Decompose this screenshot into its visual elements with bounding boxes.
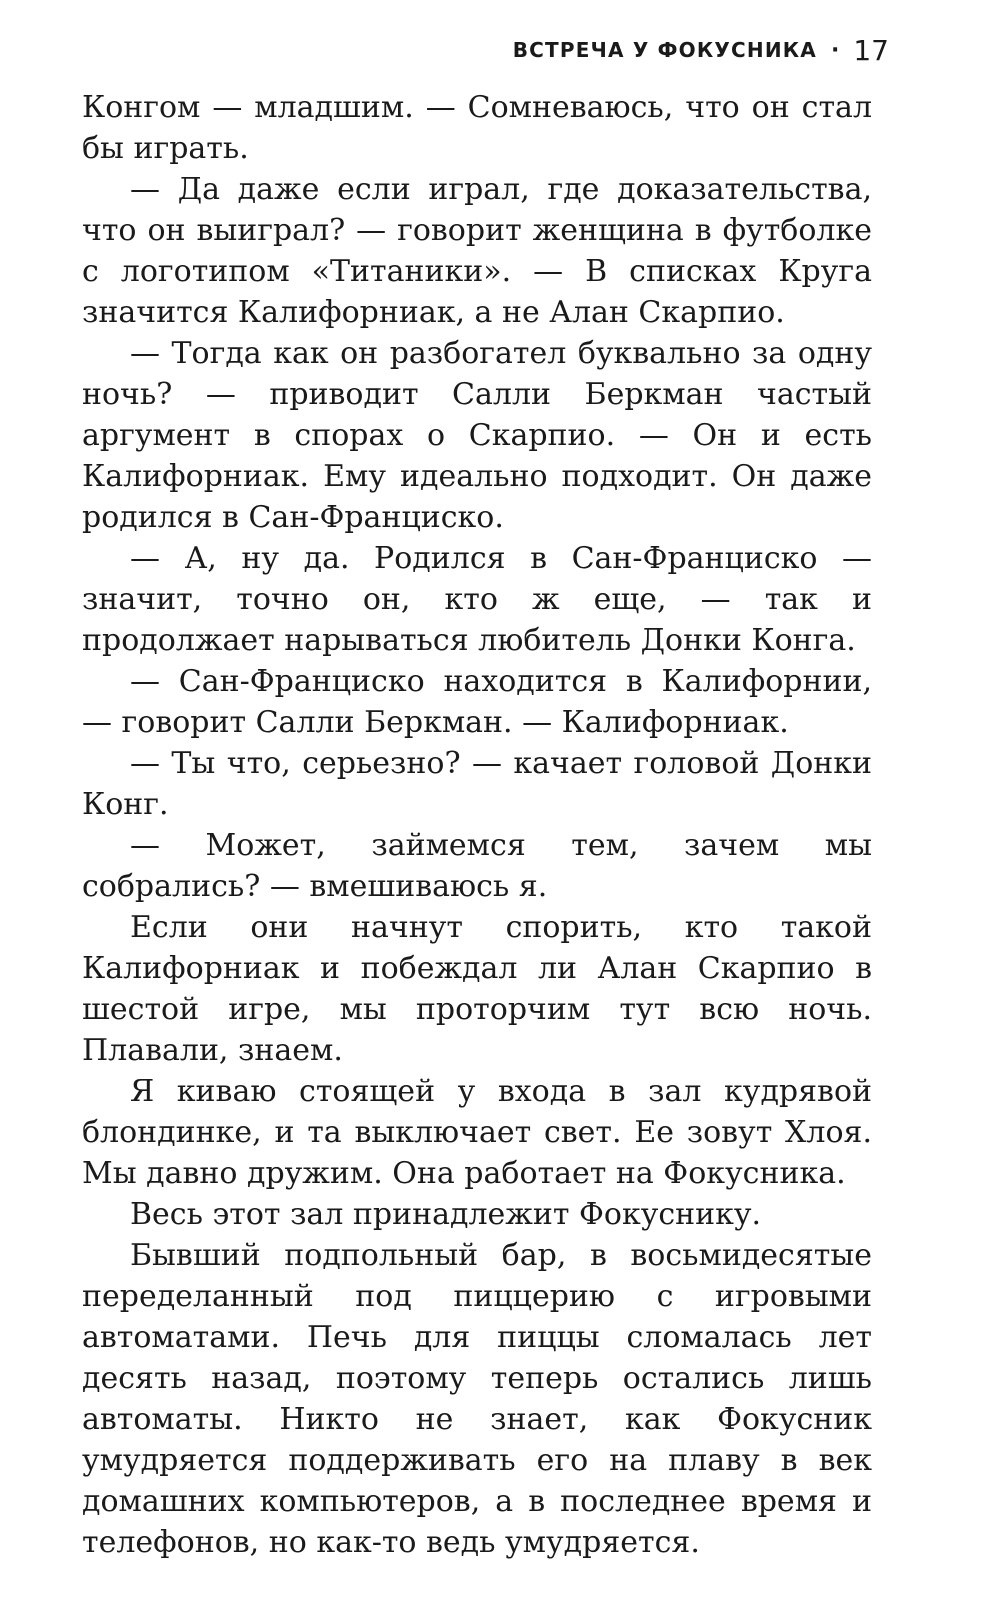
paragraph: Конгом — младшим. — Сомневаюсь, что он стал бы играть.: [82, 90, 872, 166]
paragraph: Я киваю стоящей у входа в зал кудрявой блондинке, и та выключает свет. Ее зовут Хлоя. Мы давно дружим. Она работает на Фокусника.: [82, 1074, 872, 1191]
paragraph: Бывший подпольный бар, в восьмидесятые переделанный под пиццерию с игровыми автоматами. Печь для пиццы сломалась лет десять назад, поэтому теперь остались лишь автоматы. Никто не знает, как Фокусник умудряется поддерживать его на плаву в век домашних компьютеров, а в последнее время и телефонов, но как-то ведь умудряется.: [82, 1238, 872, 1560]
paragraph: — Сан-Франциско находится в Калифорнии, — говорит Салли Беркман. — Калифорниак.: [82, 664, 872, 740]
running-head-separator: ·: [831, 37, 840, 63]
paragraph: — Да даже если играл, где доказательства, что он выиграл? — говорит женщина в футболке с логотипом «Титаники». — В списках Круга значится Калифорниак, а не Алан Скарпио.: [82, 172, 872, 330]
paragraph: — Может, займемся тем, зачем мы собрались? — вмешиваюсь я.: [82, 828, 872, 904]
page-number: 17: [853, 33, 889, 67]
running-head-title: ВСТРЕЧА У ФОКУСНИКА: [512, 38, 817, 62]
paragraph: Весь этот зал принадлежит Фокуснику.: [130, 1197, 762, 1232]
paragraph: Если они начнут спорить, кто такой Калифорниак и побеждал ли Алан Скарпио в шестой игре, мы проторчим тут всю ночь. Плавали, знаем.: [82, 910, 872, 1068]
body-text: [82, 87, 872, 1563]
paragraph: — Тогда как он разбогател буквально за одну ночь? — приводит Салли Беркман частый аргумент в спорах о Скарпио. — Он и есть Калифорниак. Ему идеально подходит. Он даже родился в Сан-Франциско.: [82, 336, 872, 535]
paragraph: — Ты что, серьезно? — качает головой Донки Конг.: [82, 746, 872, 822]
running-head: [513, 28, 889, 72]
paragraph: — А, ну да. Родился в Сан-Франциско — значит, точно он, кто ж еще, — так и продолжает нарываться любитель Донки Конга.: [82, 541, 872, 658]
